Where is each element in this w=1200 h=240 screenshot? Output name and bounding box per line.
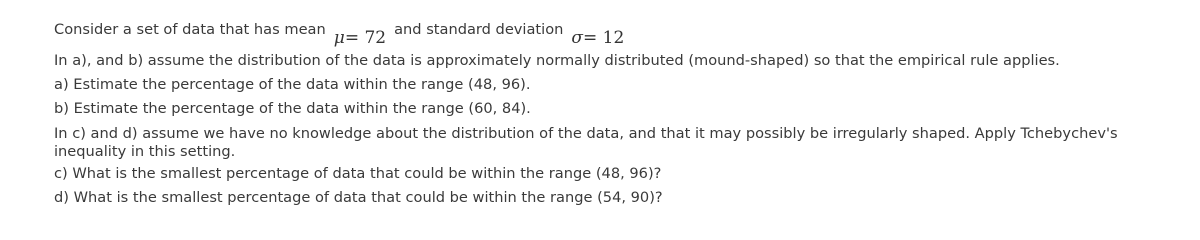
sd-expression [571, 28, 624, 48]
sd-text: and standard deviation [394, 21, 564, 38]
mean-symbol: μ [333, 28, 345, 48]
question-c: c) What is the smallest percentage of data that could be within the range (48, 96)? [54, 165, 662, 182]
sd-symbol: σ [571, 28, 583, 48]
tchebychev-instruction: In c) and d) assume we have no knowledge about the distribution of the data, and that it may possibly be irregularly shaped. Apply Tchebychev's inequality in this setting. [54, 125, 1118, 160]
intro-line [54, 20, 625, 48]
mean-value: = 72 [344, 28, 387, 48]
sd-value: = 12 [583, 28, 625, 48]
question-a: a) Estimate the percentage of the data within the range (48, 96). [54, 76, 531, 93]
question-d: d) What is the smallest percentage of data that could be within the range (54, 90)? [54, 189, 663, 206]
intro-text: Consider a set of data that has mean [54, 21, 326, 38]
empirical-instruction: In a), and b) assume the distribution of the data is approximately normally distributed (mound-shaped) so that the empirical rule applies. [54, 52, 1060, 69]
mean-expression [334, 28, 386, 48]
question-b: b) Estimate the percentage of the data within the range (60, 84). [54, 100, 531, 117]
